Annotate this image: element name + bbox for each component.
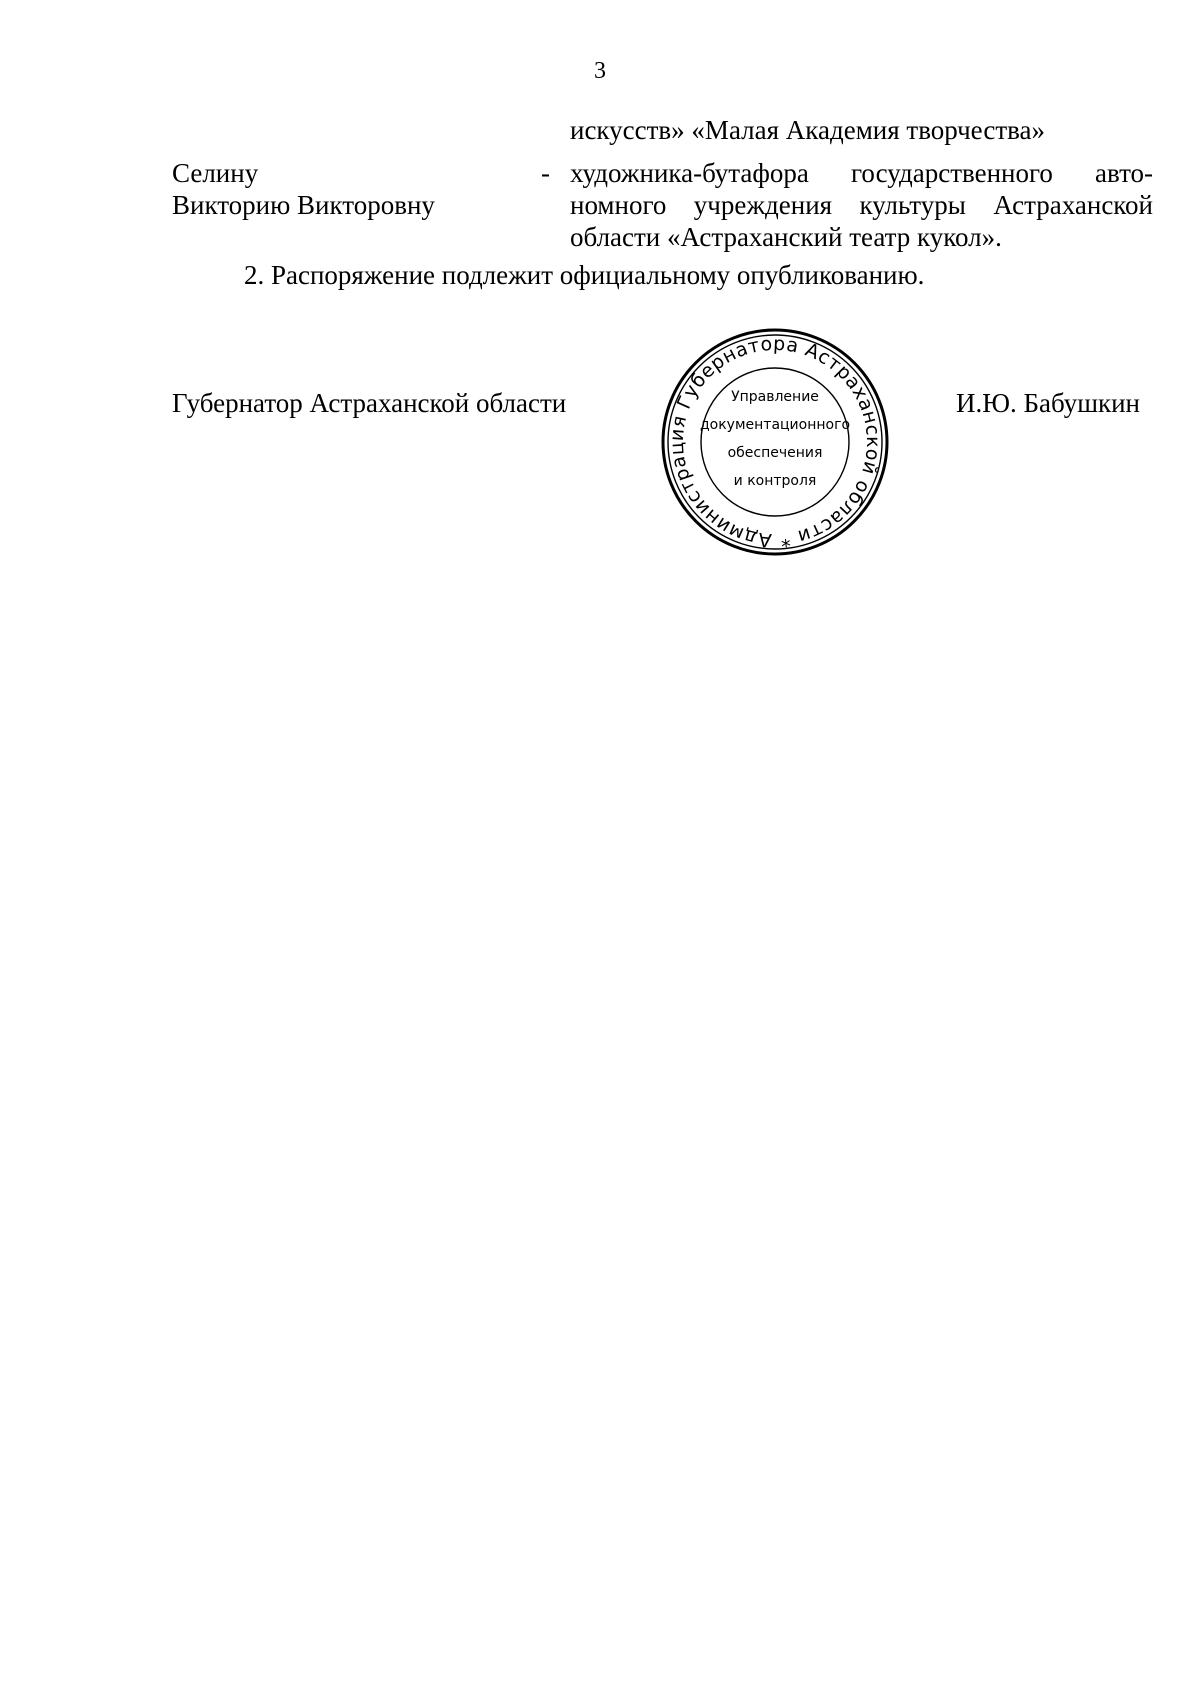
appointee-name: Викторию Викторовну xyxy=(172,190,435,220)
clause-2: 2. Распоряжение подлежит официальному опубликованию. xyxy=(244,260,925,290)
page-number: 3 xyxy=(594,58,606,84)
seal-center-line-1: Управление xyxy=(731,389,819,405)
position-line-3: области «Астраханский театр кукол». xyxy=(570,222,1002,252)
appointee-surname: Селину xyxy=(172,158,259,188)
seal-center-line-3: обеспечения xyxy=(727,445,823,461)
signature-name: И.Ю. Бабушкин xyxy=(956,388,1141,418)
official-seal xyxy=(660,327,890,557)
continuation-line: искусств» «Малая Академия творчества» xyxy=(570,115,1045,145)
appointee-dash: - xyxy=(541,158,550,188)
seal-center-line-4: и контроля xyxy=(733,473,817,489)
position-line-2: номного учреждения культуры Астраханской xyxy=(570,190,1153,220)
seal-ring-text: Администрация Губернатора Астраханской области * xyxy=(665,332,885,552)
signature-title: Губернатор Астраханской области xyxy=(172,388,567,418)
seal-center-line-2: документационного xyxy=(699,417,851,433)
position-line-1: художника-бутафора государственного авто- xyxy=(570,158,1153,188)
